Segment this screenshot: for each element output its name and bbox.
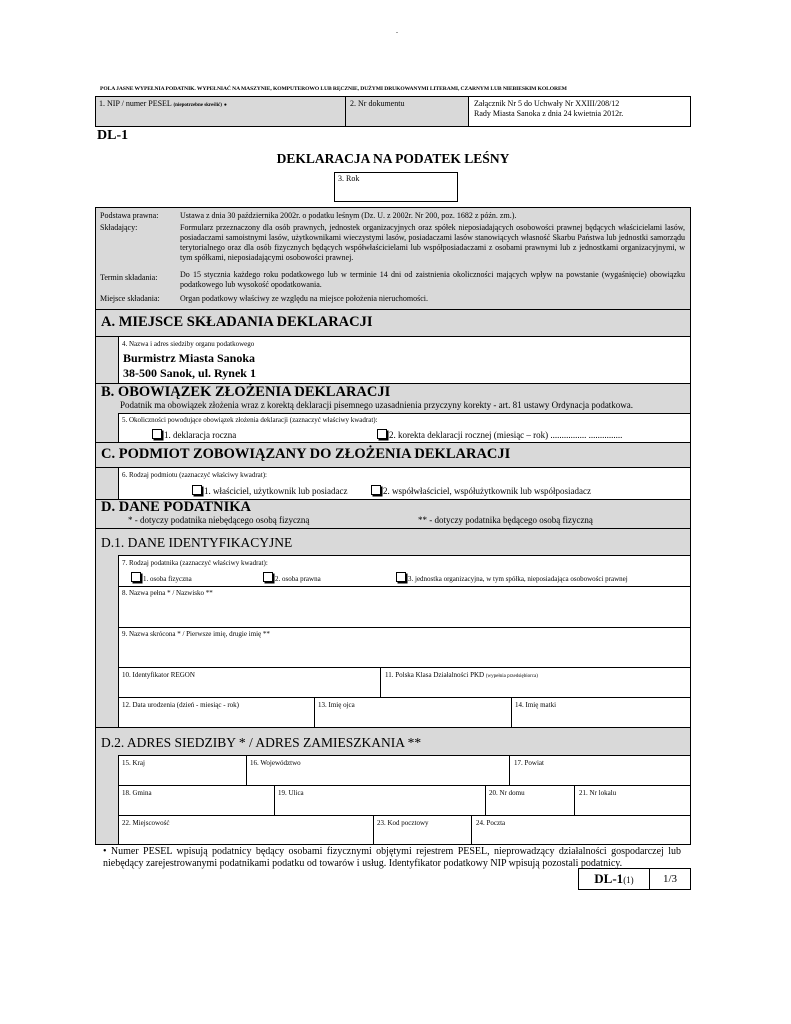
field-11-label: 11. Polska Klasa Działalności PKD xyxy=(385,671,485,679)
form-body xyxy=(95,207,691,845)
pkd-field[interactable] xyxy=(381,667,691,697)
field-14-label: 14. Imię matki xyxy=(515,701,557,709)
field-9-label: 9. Nazwa skrócona * / Pierwsze imię, drugie imię ** xyxy=(122,630,270,638)
field-19-label: 19. Ulica xyxy=(278,789,304,797)
footnote-bullet: • xyxy=(103,846,107,857)
checkbox-icon[interactable] xyxy=(396,572,406,582)
footnote-text: Numer PESEL wpisują podatnicy będący osobami fizycznymi objętymi rejestrem PESEL, nieprowadzący działalności gospodarczej lub niebędący zarejestrowanymi podatnikami podatku od towarów i usług. Identyfikator podatkowy NIP wpisują pozostali podatnicy. xyxy=(103,846,681,869)
basis-text: Ustawa z dnia 30 października 2002r. o podatku leśnym (Dz. U. z 2002r. Nr 200, poz. 1682 z późn. zm.). xyxy=(180,211,517,220)
page-code xyxy=(579,869,650,889)
legal-entity-note: * - dotyczy podatnika niebędącego osobą fizyczną xyxy=(128,515,310,525)
postal-code-field[interactable] xyxy=(374,815,472,845)
field-22-label: 22. Miejscowość xyxy=(122,819,170,827)
checkbox-icon[interactable] xyxy=(377,429,387,439)
nip-note: (niepotrzebne skreślić) xyxy=(173,103,222,108)
checkbox-icon[interactable] xyxy=(371,485,381,495)
section-a-title: A. MIEJSCE SKŁADANIA DEKLARACJI xyxy=(101,314,373,330)
checkbox-icon[interactable] xyxy=(263,572,273,582)
nip-field[interactable] xyxy=(96,97,346,126)
field-15-label: 15. Kraj xyxy=(122,759,145,767)
field-18-label: 18. Gmina xyxy=(122,789,152,797)
field-24-label: 24. Poczta xyxy=(476,819,506,827)
address-fields xyxy=(118,755,690,844)
option-label: 1. właściciel, użytkownik lub posiadacz xyxy=(204,486,348,496)
field-16-label: 16. Województwo xyxy=(250,759,301,767)
year-field[interactable] xyxy=(334,172,458,202)
annual-declaration-option[interactable] xyxy=(152,429,236,441)
section-c-title: C. PODMIOT ZOBOWIĄZANY DO ZŁOŻENIA DEKLARACJI xyxy=(101,446,511,462)
field-5-box xyxy=(118,413,690,442)
street-field[interactable] xyxy=(275,785,486,815)
commune-field[interactable] xyxy=(119,785,275,815)
field-11-note: (wypełnia przedsiębiorca) xyxy=(485,674,538,679)
doc-number-field xyxy=(346,97,469,126)
pesel-footnote xyxy=(103,846,681,870)
authority-name: Burmistrz Miasta Sanoka xyxy=(123,351,255,365)
field-13-label: 13. Imię ojca xyxy=(318,701,355,709)
annex-line-1: Załącznik Nr 5 do Uchwały Nr XXIII/208/12 xyxy=(474,99,620,108)
city-field[interactable] xyxy=(119,815,374,845)
divider xyxy=(96,727,690,728)
field-17-label: 17. Powiat xyxy=(514,759,544,767)
apartment-number-field[interactable] xyxy=(575,785,691,815)
short-name-field[interactable] xyxy=(119,627,691,667)
house-number-field[interactable] xyxy=(486,785,575,815)
basis-label: Podstawa prawna: xyxy=(100,211,159,220)
place-text: Organ podatkowy właściwy ze względu na miejsce położenia nieruchomości. xyxy=(180,294,428,303)
voivodeship-field[interactable] xyxy=(247,756,510,785)
fill-instruction: POLA JASNE WYPEŁNIA PODATNIK. WYPEŁNIAĆ NA MASZYNIE, KOMPUTEROWO LUB RĘCZNIE, DUŻYMI DRUKOWANYMI LITERAMI, CZARNYM LUB NIEBIESKIM KOLOREM xyxy=(100,86,567,92)
authority-field xyxy=(118,337,690,383)
field-6-box xyxy=(118,468,690,499)
field-7-label: 7. Rodzaj podatnika (zaznaczyć właściwy kwadrat): xyxy=(122,559,268,567)
page-box xyxy=(578,868,691,890)
annex-line-2: Rady Miasta Sanoka z dnia 24 kwietnia 2012r. xyxy=(474,109,624,118)
field-12-label: 12. Data urodzenia (dzień - miesiąc - rok) xyxy=(122,701,240,709)
co-owner-option[interactable] xyxy=(371,485,591,497)
page-code-suffix: (1) xyxy=(623,875,634,885)
doc-number-label: 2. Nr dokumentu xyxy=(350,99,405,108)
organization-option[interactable] xyxy=(396,572,628,584)
field-8-label: 8. Nazwa pełna * / Nazwisko ** xyxy=(122,589,213,597)
field-21-label: 21. Nr lokalu xyxy=(579,789,617,797)
owner-option[interactable] xyxy=(192,485,347,497)
birth-date-field[interactable] xyxy=(119,697,315,728)
option-label: 1. osoba fizyczna xyxy=(143,575,192,583)
filer-text: Formularz przeznaczony dla osób prawnych, jednostek organizacyjnych oraz spółek nieposiadających osobowości prawnej będących właścicielami lasów, posiadaczami samoistnymi lasów, użytkownikami wieczystymi lasów, posiadaczami lasów stanowiących własność Skarbu Państwa lub jednostki samorządu terytorialnego oraz dla osób fizycznych będących współwłaścicielami lub współposiadaczami z osobami prawnymi lub z jednostkami organizacyjnymi, w tym spółkami, nieposiadającymi osobowości prawnej. xyxy=(180,223,685,262)
section-d2-title: D.2. ADRES SIEDZIBY * / ADRES ZAMIESZKANIA ** xyxy=(101,735,422,750)
divider xyxy=(96,528,690,529)
deadline-text: Do 15 stycznia każdego roku podatkowego lub w terminie 14 dni od zaistnienia okoliczności mających wpływ na powstanie (wygaśnięcie) obowiązku podatkowego lub wysokość opodatkowania. xyxy=(180,270,685,289)
mother-name-field[interactable] xyxy=(512,697,691,728)
post-office-field[interactable] xyxy=(472,815,691,845)
regon-field[interactable] xyxy=(119,667,381,697)
section-b-subtitle: Podatnik ma obowiązek złożenia wraz z korektą deklaracji pisemnego uzasadnienia przyczyny korekty - art. 81 ustawy Ordynacja podatkowa. xyxy=(120,400,634,410)
correction-option[interactable] xyxy=(377,429,622,441)
form-title: DEKLARACJA NA PODATEK LEŚNY xyxy=(276,151,510,166)
top-mark: . xyxy=(396,26,398,35)
legal-person-option[interactable] xyxy=(263,572,321,584)
nip-label: 1. NIP / numer PESEL xyxy=(99,99,172,108)
section-d-title: D. DANE PODATNIKA xyxy=(101,499,251,515)
place-label: Miejsce składania: xyxy=(100,294,160,303)
checkbox-icon[interactable] xyxy=(192,485,202,495)
full-name-field[interactable] xyxy=(119,586,691,626)
option-label: 1. deklaracja roczna xyxy=(164,430,237,440)
annex-note xyxy=(474,99,623,119)
option-label: 2. korekta deklaracji rocznej (miesiąc – rok) ................ ............... xyxy=(389,430,623,440)
field-20-label: 20. Nr domu xyxy=(489,789,525,797)
identification-fields xyxy=(118,555,690,727)
form-code: DL-1 xyxy=(97,128,129,143)
option-label: 2. osoba prawna xyxy=(275,575,321,583)
checkbox-icon[interactable] xyxy=(131,572,141,582)
field-10-label: 10. Identyfikator REGON xyxy=(122,671,195,679)
option-label: 3. jednostka organizacyjna, w tym spółka, nieposiadająca osobowości prawnej xyxy=(408,575,628,583)
year-label: 3. Rok xyxy=(338,174,360,183)
nip-bullet: ● xyxy=(223,103,227,108)
country-field[interactable] xyxy=(119,756,247,785)
district-field[interactable] xyxy=(510,756,691,785)
father-name-field[interactable] xyxy=(315,697,512,728)
field-5-label: 5. Okoliczności powodujące obowiązek złożenia deklaracji (zaznaczyć właściwy kwadrat): xyxy=(122,416,378,424)
divider xyxy=(96,442,690,443)
section-d1-title: D.1. DANE IDENTYFIKACYJNE xyxy=(101,535,293,550)
field-23-label: 23. Kod pocztowy xyxy=(377,819,429,827)
field-6-label: 6. Rodzaj podmiotu (zaznaczyć właściwy kwadrat): xyxy=(122,471,268,479)
page-number: 1/3 xyxy=(662,873,678,885)
authority-address: 38-500 Sanok, ul. Rynek 1 xyxy=(123,366,256,380)
checkbox-icon[interactable] xyxy=(152,429,162,439)
natural-person-option[interactable] xyxy=(131,572,192,584)
option-label: 2. współwłaściciel, współużytkownik lub współposiadacz xyxy=(383,486,591,496)
filer-label: Składający: xyxy=(100,223,138,232)
field-4-label: 4. Nazwa i adres siedziby organu podatkowego xyxy=(122,340,255,348)
header-row xyxy=(95,96,691,127)
page-code-text: DL-1 xyxy=(594,871,624,886)
divider xyxy=(96,309,690,310)
deadline-label: Termin składania: xyxy=(100,273,158,282)
section-b-title: B. OBOWIĄZEK ZŁOŻENIA DEKLARACJI xyxy=(101,384,391,400)
natural-person-note: ** - dotyczy podatnika będącego osobą fizyczną xyxy=(418,515,593,525)
